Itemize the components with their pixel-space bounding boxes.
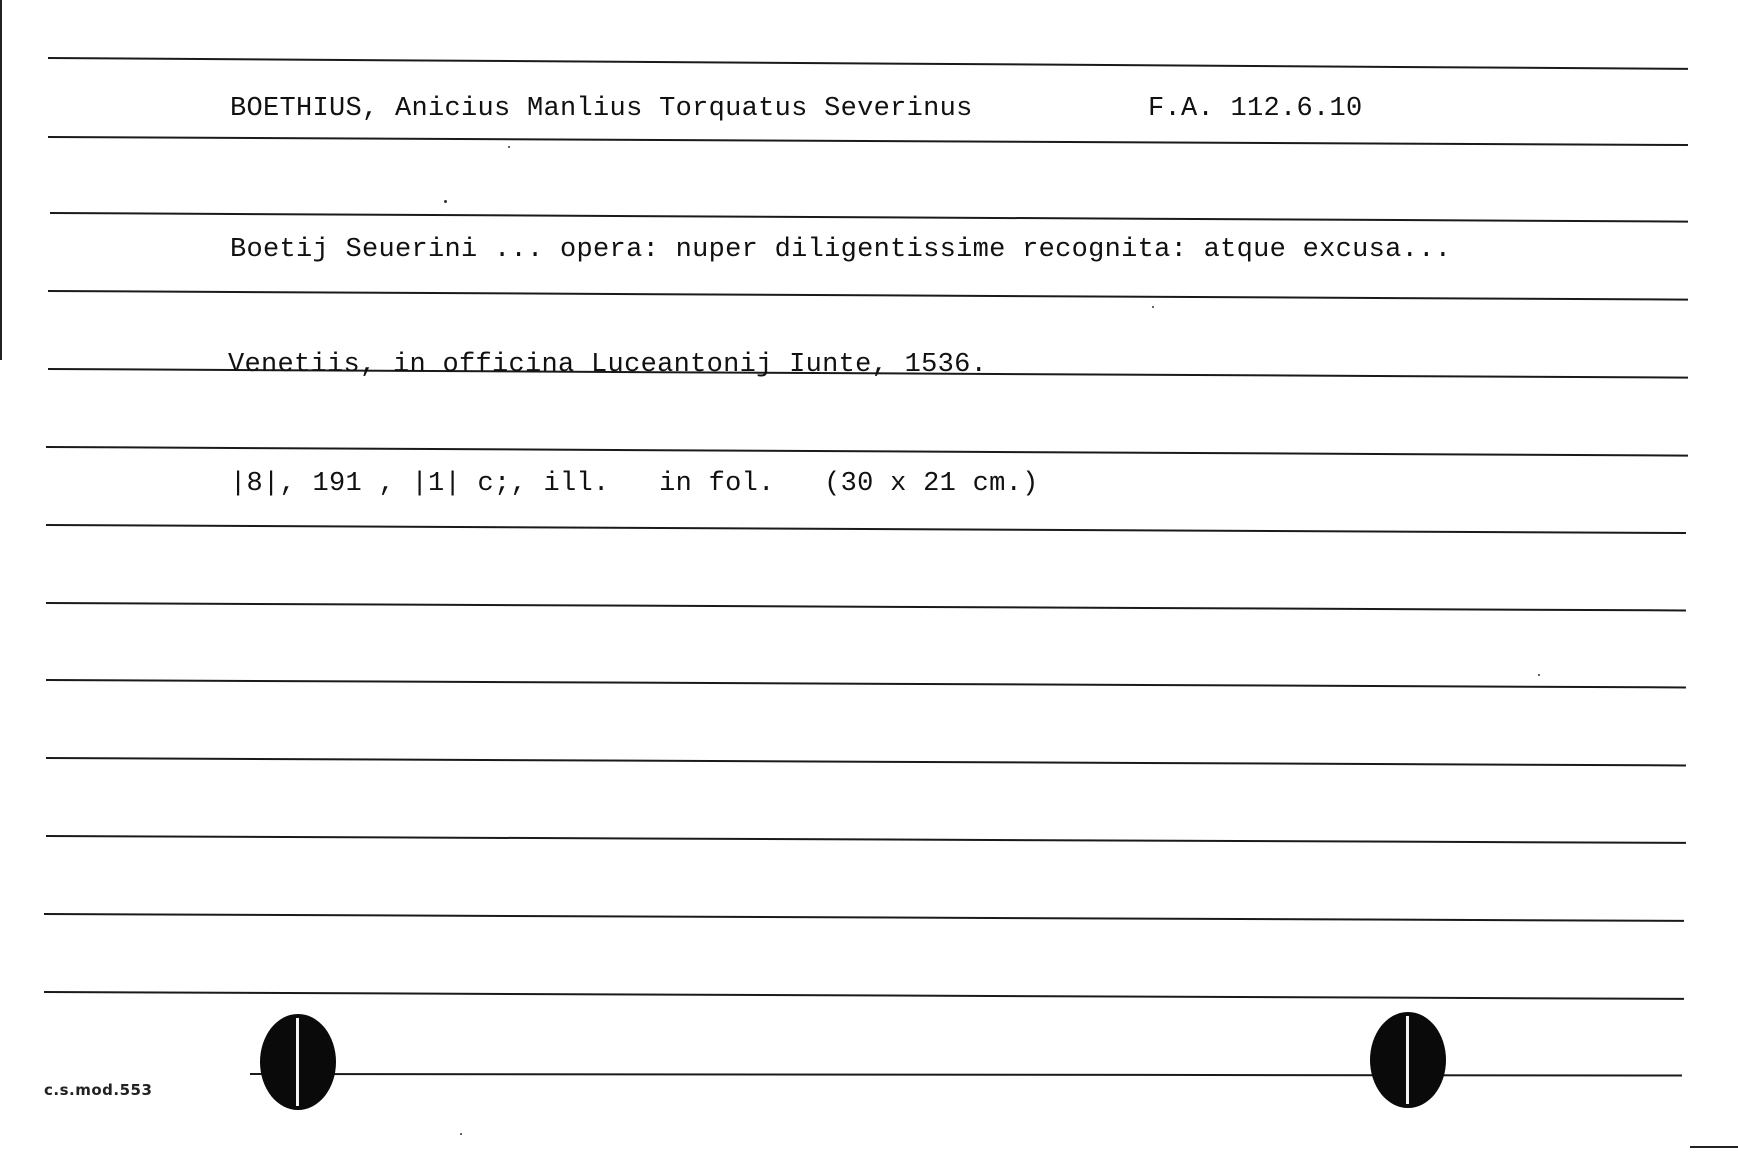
speck (508, 146, 510, 148)
card-left-edge (0, 0, 2, 360)
ruled-line (48, 136, 1688, 146)
ruled-line (46, 835, 1686, 844)
speck (460, 1133, 462, 1135)
speck (1152, 306, 1154, 308)
ruled-line (46, 524, 1686, 534)
author-heading: BOETHIUS, Anicius Manlius Torquatus Severinus (230, 94, 973, 124)
ruled-line (46, 679, 1686, 688)
card-corner-edge (1690, 1146, 1738, 1148)
ruled-line (46, 757, 1686, 766)
ruled-line (48, 290, 1688, 301)
imprint-line: Venetiis, in officina Luceantonij Iunte, 1536. (228, 350, 988, 380)
ruled-line (48, 57, 1688, 70)
form-code: c.s.mod.553 (44, 1081, 153, 1099)
ruled-line (46, 446, 1688, 457)
collation-line: |8|, 191 , |1| c;, ill. in fol. (30 x 21 cm.) (230, 469, 1039, 499)
ruled-line (46, 602, 1686, 611)
punch-hole-right (1370, 1012, 1446, 1108)
ruled-line (250, 1073, 1682, 1076)
punch-hole-left (260, 1014, 336, 1110)
speck (444, 200, 447, 203)
shelfmark: F.A. 112.6.10 (1148, 94, 1363, 124)
ruled-line (44, 913, 1684, 922)
ruled-line (44, 991, 1684, 1000)
title-line: Boetij Seuerini ... opera: nuper diligentissime recognita: atque excusa... (230, 235, 1452, 265)
speck (1538, 674, 1540, 676)
ruled-line (50, 212, 1688, 223)
